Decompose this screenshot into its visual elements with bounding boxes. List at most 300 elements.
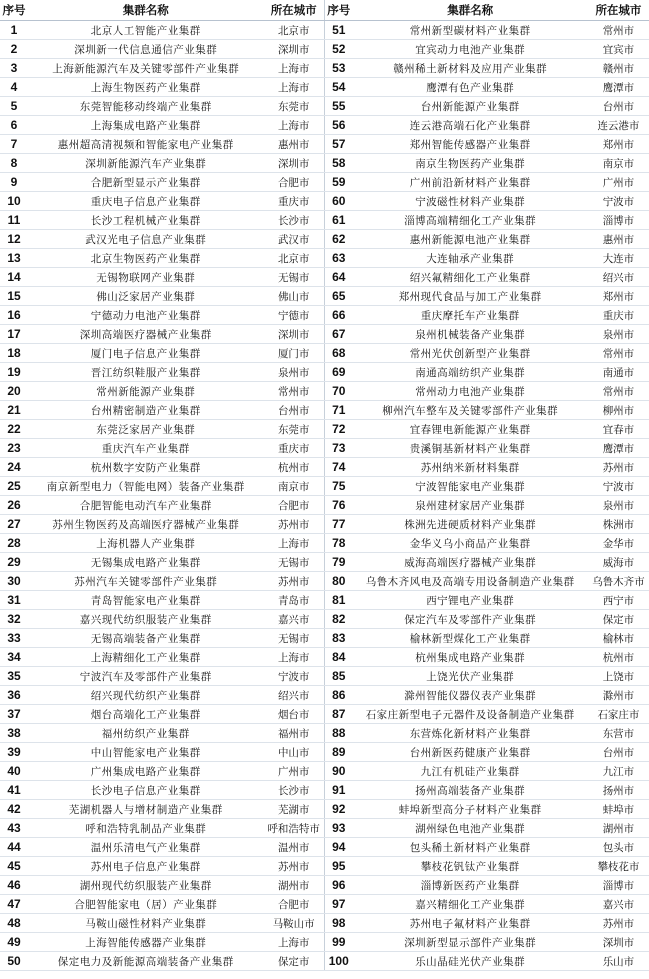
cluster-no-right: 74	[324, 458, 352, 477]
table-row	[0, 591, 649, 610]
cluster-no-left: 36	[0, 686, 28, 705]
table-row	[0, 154, 649, 173]
cluster-name-right: 连云港高端石化产业集群	[353, 116, 588, 135]
cluster-city-right: 宁波市	[588, 192, 649, 211]
cluster-no-right: 54	[324, 78, 352, 97]
cluster-city-left: 宁波市	[263, 667, 324, 686]
cluster-city-right: 宜春市	[588, 420, 649, 439]
table-row	[0, 40, 649, 59]
cluster-city-left: 上海市	[263, 78, 324, 97]
table-row	[0, 287, 649, 306]
cluster-name-left: 上海生物医药产业集群	[28, 78, 263, 97]
cluster-no-right: 95	[324, 857, 352, 876]
cluster-name-right: 上饶光伏产业集群	[353, 667, 588, 686]
cluster-name-left: 重庆电子信息产业集群	[28, 192, 263, 211]
cluster-name-right: 郑州现代食品与加工产业集群	[353, 287, 588, 306]
cluster-city-left: 佛山市	[263, 287, 324, 306]
cluster-name-left: 上海新能源汽车及关键零部件产业集群	[28, 59, 263, 78]
cluster-city-left: 广州市	[263, 762, 324, 781]
cluster-no-right: 96	[324, 876, 352, 895]
cluster-no-left: 41	[0, 781, 28, 800]
cluster-no-right: 82	[324, 610, 352, 629]
table-row	[0, 344, 649, 363]
cluster-city-left: 常州市	[263, 382, 324, 401]
cluster-name-left: 深圳新一代信息通信产业集群	[28, 40, 263, 59]
cluster-city-left: 重庆市	[263, 439, 324, 458]
cluster-name-right: 泉州建材家居产业集群	[353, 496, 588, 515]
cluster-city-left: 合肥市	[263, 496, 324, 515]
table-row	[0, 59, 649, 78]
cluster-city-left: 北京市	[263, 249, 324, 268]
cluster-no-left: 14	[0, 268, 28, 287]
cluster-no-left: 6	[0, 116, 28, 135]
cluster-city-right: 连云港市	[588, 116, 649, 135]
cluster-city-left: 上海市	[263, 116, 324, 135]
cluster-city-left: 深圳市	[263, 40, 324, 59]
cluster-name-left: 宁波汽车及零部件产业集群	[28, 667, 263, 686]
cluster-city-right: 郑州市	[588, 135, 649, 154]
cluster-city-left: 苏州市	[263, 857, 324, 876]
table-row	[0, 648, 649, 667]
table-row	[0, 952, 649, 971]
cluster-city-right: 台州市	[588, 743, 649, 762]
cluster-no-right: 83	[324, 629, 352, 648]
cluster-name-left: 无锡高端装备产业集群	[28, 629, 263, 648]
table-row	[0, 268, 649, 287]
cluster-name-right: 宜春锂电新能源产业集群	[353, 420, 588, 439]
table-row	[0, 762, 649, 781]
cluster-city-left: 北京市	[263, 21, 324, 40]
cluster-no-right: 92	[324, 800, 352, 819]
cluster-name-right: 广州前沿新材料产业集群	[353, 173, 588, 192]
cluster-city-right: 惠州市	[588, 230, 649, 249]
cluster-no-right: 59	[324, 173, 352, 192]
cluster-name-left: 长沙工程机械产业集群	[28, 211, 263, 230]
cluster-name-left: 上海机器人产业集群	[28, 534, 263, 553]
cluster-city-right: 重庆市	[588, 306, 649, 325]
cluster-no-left: 4	[0, 78, 28, 97]
cluster-name-right: 苏州电子氟材料产业集群	[353, 914, 588, 933]
table-row	[0, 97, 649, 116]
cluster-city-right: 金华市	[588, 534, 649, 553]
table-row	[0, 553, 649, 572]
table-row	[0, 420, 649, 439]
cluster-no-right: 63	[324, 249, 352, 268]
cluster-city-left: 台州市	[263, 401, 324, 420]
table-row	[0, 629, 649, 648]
cluster-no-left: 18	[0, 344, 28, 363]
cluster-city-left: 嘉兴市	[263, 610, 324, 629]
cluster-no-right: 65	[324, 287, 352, 306]
cluster-name-left: 上海精细化工产业集群	[28, 648, 263, 667]
cluster-no-right: 70	[324, 382, 352, 401]
cluster-name-left: 中山智能家电产业集群	[28, 743, 263, 762]
cluster-name-left: 重庆汽车产业集群	[28, 439, 263, 458]
cluster-name-right: 绍兴氟精细化工产业集群	[353, 268, 588, 287]
cluster-no-left: 33	[0, 629, 28, 648]
cluster-name-left: 杭州数字安防产业集群	[28, 458, 263, 477]
cluster-no-left: 46	[0, 876, 28, 895]
cluster-name-right: 金华义乌小商品产业集群	[353, 534, 588, 553]
cluster-name-left: 嘉兴现代纺织服装产业集群	[28, 610, 263, 629]
table-row	[0, 496, 649, 515]
cluster-name-right: 威海高端医疗器械产业集群	[353, 553, 588, 572]
cluster-no-right: 64	[324, 268, 352, 287]
cluster-city-left: 东莞市	[263, 97, 324, 116]
header-name-left: 集群名称	[28, 0, 263, 21]
cluster-no-right: 73	[324, 439, 352, 458]
cluster-city-right: 常州市	[588, 344, 649, 363]
table-body	[0, 21, 649, 971]
cluster-city-right: 台州市	[588, 97, 649, 116]
cluster-city-right: 宜宾市	[588, 40, 649, 59]
cluster-city-left: 合肥市	[263, 173, 324, 192]
cluster-no-left: 29	[0, 553, 28, 572]
cluster-name-left: 福州纺织产业集群	[28, 724, 263, 743]
cluster-name-right: 西宁锂电产业集群	[353, 591, 588, 610]
table-row	[0, 477, 649, 496]
cluster-name-left: 绍兴现代纺织产业集群	[28, 686, 263, 705]
cluster-no-left: 20	[0, 382, 28, 401]
table-row	[0, 933, 649, 952]
cluster-name-left: 湖州现代纺织服装产业集群	[28, 876, 263, 895]
cluster-name-right: 台州新医药健康产业集群	[353, 743, 588, 762]
cluster-name-left: 深圳新能源汽车产业集群	[28, 154, 263, 173]
cluster-no-left: 13	[0, 249, 28, 268]
cluster-no-left: 31	[0, 591, 28, 610]
header-city-right: 所在城市	[588, 0, 649, 21]
cluster-no-right: 76	[324, 496, 352, 515]
cluster-no-right: 81	[324, 591, 352, 610]
cluster-city-right: 保定市	[588, 610, 649, 629]
cluster-no-left: 2	[0, 40, 28, 59]
cluster-name-right: 包头稀土新材料产业集群	[353, 838, 588, 857]
table-row	[0, 21, 649, 40]
cluster-name-left: 上海智能传感器产业集群	[28, 933, 263, 952]
cluster-name-left: 无锡物联网产业集群	[28, 268, 263, 287]
cluster-no-left: 11	[0, 211, 28, 230]
cluster-city-right: 榆林市	[588, 629, 649, 648]
cluster-name-left: 东莞智能移动终端产业集群	[28, 97, 263, 116]
cluster-city-right: 株洲市	[588, 515, 649, 534]
cluster-name-right: 榆林新型煤化工产业集群	[353, 629, 588, 648]
cluster-city-right: 鹰潭市	[588, 439, 649, 458]
cluster-name-left: 苏州电子信息产业集群	[28, 857, 263, 876]
cluster-no-left: 16	[0, 306, 28, 325]
cluster-no-right: 52	[324, 40, 352, 59]
cluster-no-left: 10	[0, 192, 28, 211]
cluster-no-right: 58	[324, 154, 352, 173]
cluster-name-right: 湖州绿色电池产业集群	[353, 819, 588, 838]
cluster-no-left: 30	[0, 572, 28, 591]
cluster-no-left: 7	[0, 135, 28, 154]
cluster-name-left: 广州集成电路产业集群	[28, 762, 263, 781]
cluster-no-left: 25	[0, 477, 28, 496]
header-city-left: 所在城市	[263, 0, 324, 21]
cluster-no-left: 45	[0, 857, 28, 876]
cluster-name-right: 赣州稀土新材料及应用产业集群	[353, 59, 588, 78]
cluster-no-right: 67	[324, 325, 352, 344]
cluster-no-right: 80	[324, 572, 352, 591]
cluster-name-right: 东营炼化新材料产业集群	[353, 724, 588, 743]
cluster-city-left: 苏州市	[263, 515, 324, 534]
cluster-name-left: 厦门电子信息产业集群	[28, 344, 263, 363]
cluster-name-right: 扬州高端装备产业集群	[353, 781, 588, 800]
cluster-city-right: 绍兴市	[588, 268, 649, 287]
cluster-no-left: 47	[0, 895, 28, 914]
cluster-no-left: 27	[0, 515, 28, 534]
cluster-no-right: 91	[324, 781, 352, 800]
table-row	[0, 572, 649, 591]
table-row	[0, 724, 649, 743]
cluster-city-left: 合肥市	[263, 895, 324, 914]
table-row	[0, 325, 649, 344]
cluster-no-right: 56	[324, 116, 352, 135]
cluster-name-right: 蚌埠新型高分子材料产业集群	[353, 800, 588, 819]
cluster-city-left: 上海市	[263, 534, 324, 553]
cluster-name-right: 乐山晶硅光伏产业集群	[353, 952, 588, 971]
cluster-city-right: 宁波市	[588, 477, 649, 496]
cluster-city-right: 大连市	[588, 249, 649, 268]
cluster-city-left: 保定市	[263, 952, 324, 971]
table-row	[0, 534, 649, 553]
cluster-city-right: 常州市	[588, 21, 649, 40]
cluster-city-left: 宁德市	[263, 306, 324, 325]
cluster-city-left: 杭州市	[263, 458, 324, 477]
header-name-right: 集群名称	[353, 0, 588, 21]
cluster-no-left: 15	[0, 287, 28, 306]
cluster-no-right: 51	[324, 21, 352, 40]
cluster-no-left: 50	[0, 952, 28, 971]
cluster-city-right: 九江市	[588, 762, 649, 781]
cluster-name-right: 杭州集成电路产业集群	[353, 648, 588, 667]
cluster-name-left: 晋江纺织鞋服产业集群	[28, 363, 263, 382]
cluster-no-left: 37	[0, 705, 28, 724]
cluster-name-left: 武汉光电子信息产业集群	[28, 230, 263, 249]
cluster-no-right: 99	[324, 933, 352, 952]
cluster-city-left: 长沙市	[263, 781, 324, 800]
cluster-no-left: 8	[0, 154, 28, 173]
cluster-city-left: 福州市	[263, 724, 324, 743]
cluster-name-right: 南通高端纺织产业集群	[353, 363, 588, 382]
cluster-name-right: 重庆摩托车产业集群	[353, 306, 588, 325]
cluster-no-left: 38	[0, 724, 28, 743]
cluster-name-right: 常州新型碳材料产业集群	[353, 21, 588, 40]
table-row	[0, 686, 649, 705]
table-row	[0, 363, 649, 382]
cluster-city-left: 无锡市	[263, 629, 324, 648]
table-row	[0, 306, 649, 325]
cluster-no-left: 49	[0, 933, 28, 952]
cluster-name-right: 株洲先进硬质材料产业集群	[353, 515, 588, 534]
cluster-city-left: 绍兴市	[263, 686, 324, 705]
cluster-name-left: 佛山泛家居产业集群	[28, 287, 263, 306]
cluster-no-left: 43	[0, 819, 28, 838]
cluster-no-right: 90	[324, 762, 352, 781]
cluster-city-left: 呼和浩特市	[263, 819, 324, 838]
cluster-name-left: 合肥智能电动汽车产业集群	[28, 496, 263, 515]
cluster-name-left: 温州乐清电气产业集群	[28, 838, 263, 857]
cluster-no-left: 35	[0, 667, 28, 686]
cluster-city-right: 东营市	[588, 724, 649, 743]
cluster-city-left: 上海市	[263, 933, 324, 952]
cluster-name-right: 台州新能源产业集群	[353, 97, 588, 116]
cluster-no-right: 60	[324, 192, 352, 211]
cluster-no-right: 55	[324, 97, 352, 116]
cluster-no-right: 71	[324, 401, 352, 420]
cluster-city-left: 泉州市	[263, 363, 324, 382]
cluster-name-left: 苏州汽车关键零部件产业集群	[28, 572, 263, 591]
cluster-city-right: 蚌埠市	[588, 800, 649, 819]
cluster-no-right: 75	[324, 477, 352, 496]
cluster-no-left: 28	[0, 534, 28, 553]
cluster-city-right: 柳州市	[588, 401, 649, 420]
cluster-no-right: 93	[324, 819, 352, 838]
header-no-left: 序号	[0, 0, 28, 21]
cluster-city-left: 无锡市	[263, 553, 324, 572]
cluster-name-right: 保定汽车及零部件产业集群	[353, 610, 588, 629]
cluster-no-right: 89	[324, 743, 352, 762]
cluster-no-right: 66	[324, 306, 352, 325]
cluster-no-left: 26	[0, 496, 28, 515]
cluster-city-right: 常州市	[588, 382, 649, 401]
cluster-name-right: 惠州新能源电池产业集群	[353, 230, 588, 249]
cluster-no-left: 24	[0, 458, 28, 477]
cluster-name-right: 深圳新型显示部件产业集群	[353, 933, 588, 952]
cluster-name-left: 东莞泛家居产业集群	[28, 420, 263, 439]
cluster-city-left: 上海市	[263, 59, 324, 78]
cluster-name-left: 台州精密制造产业集群	[28, 401, 263, 420]
cluster-city-left: 芜湖市	[263, 800, 324, 819]
cluster-no-right: 61	[324, 211, 352, 230]
cluster-no-left: 23	[0, 439, 28, 458]
cluster-city-left: 惠州市	[263, 135, 324, 154]
cluster-no-right: 84	[324, 648, 352, 667]
cluster-no-right: 98	[324, 914, 352, 933]
cluster-name-left: 呼和浩特乳制品产业集群	[28, 819, 263, 838]
cluster-name-right: 宁波智能家电产业集群	[353, 477, 588, 496]
cluster-name-left: 合肥智能家电（居）产业集群	[28, 895, 263, 914]
cluster-city-left: 无锡市	[263, 268, 324, 287]
cluster-no-left: 40	[0, 762, 28, 781]
cluster-name-left: 深圳高端医疗器械产业集群	[28, 325, 263, 344]
cluster-city-right: 上饶市	[588, 667, 649, 686]
cluster-no-right: 78	[324, 534, 352, 553]
cluster-no-left: 22	[0, 420, 28, 439]
cluster-no-right: 88	[324, 724, 352, 743]
cluster-name-right: 泉州机械装备产业集群	[353, 325, 588, 344]
cluster-no-left: 48	[0, 914, 28, 933]
cluster-city-left: 湖州市	[263, 876, 324, 895]
cluster-city-right: 广州市	[588, 173, 649, 192]
cluster-city-left: 苏州市	[263, 572, 324, 591]
cluster-name-left: 青岛智能家电产业集群	[28, 591, 263, 610]
table-row	[0, 781, 649, 800]
cluster-city-right: 深圳市	[588, 933, 649, 952]
cluster-city-left: 深圳市	[263, 154, 324, 173]
cluster-name-right: 攀枝花钒钛产业集群	[353, 857, 588, 876]
cluster-city-left: 中山市	[263, 743, 324, 762]
cluster-no-right: 87	[324, 705, 352, 724]
table-row	[0, 192, 649, 211]
cluster-name-left: 马鞍山磁性材料产业集群	[28, 914, 263, 933]
table-row	[0, 876, 649, 895]
table-row	[0, 382, 649, 401]
cluster-city-right: 乐山市	[588, 952, 649, 971]
cluster-city-right: 泉州市	[588, 325, 649, 344]
cluster-no-right: 62	[324, 230, 352, 249]
cluster-no-right: 53	[324, 59, 352, 78]
cluster-no-left: 42	[0, 800, 28, 819]
cluster-name-right: 淄博高端精细化工产业集群	[353, 211, 588, 230]
cluster-city-right: 赣州市	[588, 59, 649, 78]
table-row	[0, 78, 649, 97]
cluster-name-left: 上海集成电路产业集群	[28, 116, 263, 135]
cluster-city-right: 苏州市	[588, 458, 649, 477]
cluster-no-left: 17	[0, 325, 28, 344]
cluster-city-right: 威海市	[588, 553, 649, 572]
cluster-city-left: 烟台市	[263, 705, 324, 724]
cluster-name-right: 嘉兴精细化工产业集群	[353, 895, 588, 914]
cluster-name-right: 九江有机硅产业集群	[353, 762, 588, 781]
cluster-city-right: 滁州市	[588, 686, 649, 705]
table-row	[0, 800, 649, 819]
cluster-city-left: 马鞍山市	[263, 914, 324, 933]
cluster-city-right: 乌鲁木齐市	[588, 572, 649, 591]
table-row	[0, 857, 649, 876]
cluster-no-right: 72	[324, 420, 352, 439]
cluster-name-right: 南京生物医药产业集群	[353, 154, 588, 173]
table-row	[0, 439, 649, 458]
cluster-city-right: 石家庄市	[588, 705, 649, 724]
table-row	[0, 819, 649, 838]
table-row	[0, 135, 649, 154]
cluster-city-left: 南京市	[263, 477, 324, 496]
cluster-name-right: 宜宾动力电池产业集群	[353, 40, 588, 59]
table-row	[0, 230, 649, 249]
cluster-no-right: 94	[324, 838, 352, 857]
cluster-city-right: 南通市	[588, 363, 649, 382]
cluster-no-right: 57	[324, 135, 352, 154]
cluster-name-left: 保定电力及新能源高端装备产业集群	[28, 952, 263, 971]
cluster-name-left: 北京人工智能产业集群	[28, 21, 263, 40]
cluster-no-left: 19	[0, 363, 28, 382]
table-row	[0, 743, 649, 762]
cluster-city-right: 郑州市	[588, 287, 649, 306]
cluster-city-right: 鹰潭市	[588, 78, 649, 97]
table-row	[0, 705, 649, 724]
cluster-city-right: 淄博市	[588, 211, 649, 230]
table-row	[0, 895, 649, 914]
cluster-city-right: 嘉兴市	[588, 895, 649, 914]
cluster-no-left: 39	[0, 743, 28, 762]
cluster-name-left: 宁德动力电池产业集群	[28, 306, 263, 325]
cluster-city-right: 南京市	[588, 154, 649, 173]
cluster-name-right: 宁波磁性材料产业集群	[353, 192, 588, 211]
table-row	[0, 515, 649, 534]
cluster-no-right: 85	[324, 667, 352, 686]
table-row	[0, 667, 649, 686]
cluster-name-left: 长沙电子信息产业集群	[28, 781, 263, 800]
table-row	[0, 211, 649, 230]
cluster-no-left: 9	[0, 173, 28, 192]
cluster-name-left: 烟台高端化工产业集群	[28, 705, 263, 724]
cluster-name-left: 南京新型电力（智能电网）装备产业集群	[28, 477, 263, 496]
table-row	[0, 610, 649, 629]
cluster-name-right: 郑州智能传感器产业集群	[353, 135, 588, 154]
cluster-no-left: 1	[0, 21, 28, 40]
cluster-city-left: 上海市	[263, 648, 324, 667]
